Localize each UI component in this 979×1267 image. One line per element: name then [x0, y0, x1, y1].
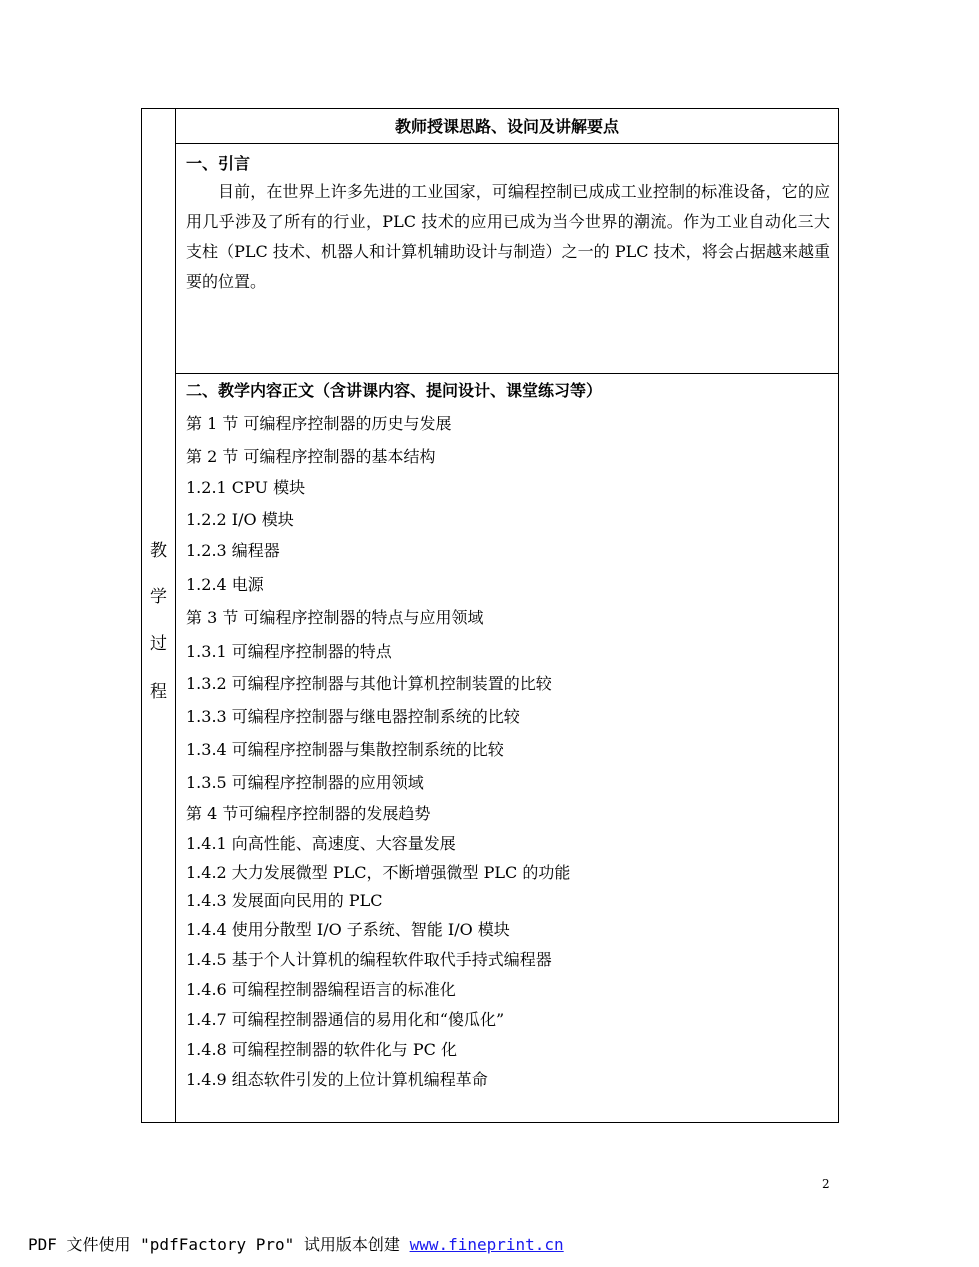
outline-line: 1.2.4 电源 — [186, 575, 264, 594]
table-header: 教师授课思路、设问及讲解要点 — [176, 109, 838, 144]
outline-line: 1.3.5 可编程序控制器的应用领域 — [186, 773, 424, 792]
introduction-section — [176, 144, 838, 374]
footer-text: PDF 文件使用 "pdfFactory Pro" 试用版本创建 — [28, 1235, 410, 1254]
outline-line: 1.2.2 I/O 模块 — [186, 510, 294, 529]
outline-line: 1.3.3 可编程序控制器与继电器控制系统的比较 — [186, 707, 520, 726]
introduction-paragraph: 目前，在世界上许多先进的工业国家，可编程控制已成成工业控制的标准设备，它的应用几乎涉及了所有的行业，PLC 技术的应用已成为当今世界的潮流。作为工业自动化三大支柱（PLC 技术、机器人和计算机辅助设计与制造）之一的 PLC 技术，将会占据越来越重要的位置。 — [186, 182, 830, 291]
side-label-char: 程 — [150, 682, 167, 702]
outline-line: 第 3 节 可编程序控制器的特点与应用领域 — [186, 608, 484, 627]
outline-line: 1.4.4 使用分散型 I/O 子系统、智能 I/O 模块 — [186, 920, 510, 939]
outline-line: 1.4.2 大力发展微型 PLC，不断增强微型 PLC 的功能 — [186, 863, 571, 882]
outline-line: 1.2.3 编程器 — [186, 541, 280, 560]
outline-line: 1.4.5 基于个人计算机的编程软件取代手持式编程器 — [186, 950, 552, 969]
outline-line: 1.4.8 可编程控制器的软件化与 PC 化 — [186, 1040, 457, 1059]
outline-line: 1.3.4 可编程序控制器与集散控制系统的比较 — [186, 740, 504, 759]
side-label-char: 教 — [150, 541, 167, 561]
footer-note — [28, 1232, 564, 1255]
lesson-table — [141, 108, 839, 1123]
content-section — [176, 374, 838, 1122]
outline-line: 1.3.1 可编程序控制器的特点 — [186, 642, 392, 661]
outline-line: 第 4 节可编程序控制器的发展趋势 — [186, 804, 431, 823]
footer-link[interactable]: www.fineprint.cn — [409, 1235, 564, 1254]
outline-line: 1.4.3 发展面向民用的 PLC — [186, 891, 383, 910]
outline-line: 1.4.9 组态软件引发的上位计算机编程革命 — [186, 1070, 488, 1089]
outline-line: 1.3.2 可编程序控制器与其他计算机控制装置的比较 — [186, 674, 552, 693]
side-label-char: 学 — [150, 587, 167, 607]
outline-line: 1.4.7 可编程控制器通信的易用化和“傻瓜化” — [186, 1010, 505, 1029]
content-title: 二、教学内容正文（含讲课内容、提问设计、课堂练习等） — [186, 381, 603, 400]
page-number: 2 — [822, 1177, 830, 1191]
outline-line: 第 1 节 可编程序控制器的历史与发展 — [186, 414, 452, 433]
outline-line: 1.4.6 可编程控制器编程语言的标准化 — [186, 980, 456, 999]
introduction-title: 一、引言 — [186, 154, 251, 173]
side-label-column — [142, 109, 176, 1122]
outline-line: 第 2 节 可编程序控制器的基本结构 — [186, 447, 436, 466]
outline-line: 1.4.1 向高性能、高速度、大容量发展 — [186, 834, 456, 853]
outline-line: 1.2.1 CPU 模块 — [186, 478, 306, 497]
side-label-char: 过 — [150, 634, 167, 654]
